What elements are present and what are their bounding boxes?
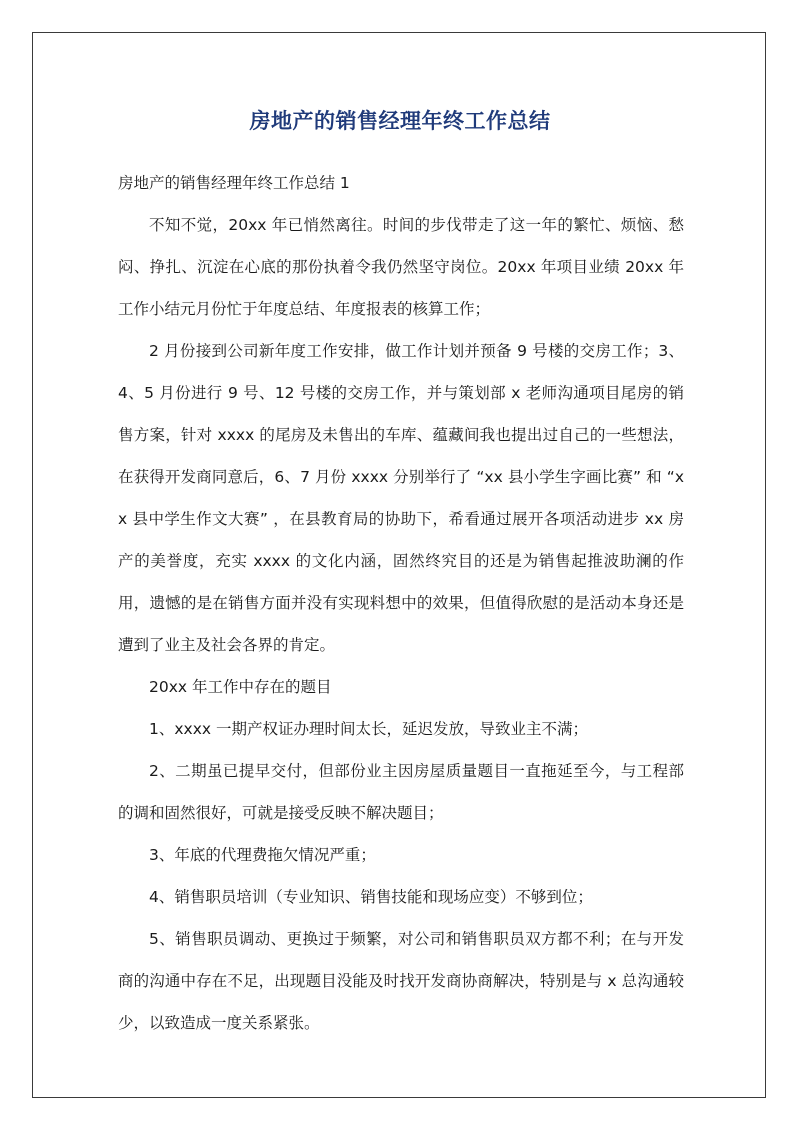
problem-item-2: 2、二期虽已提早交付，但部份业主因房屋质量题目一直拖延至今，与工程部的调和固然很好，可就是接受反映不解决题目； (118, 762, 684, 822)
problem-item-3: 3、年底的代理费拖欠情况严重； (149, 846, 376, 864)
problem-item-4: 4、销售职员培训（专业知识、销售技能和现场应变）不够到位； (149, 888, 593, 906)
section-heading: 房地产的销售经理年终工作总结 1 (118, 174, 350, 192)
problem-item-1: 1、xxxx 一期产权证办理时间太长，延迟发放，导致业主不满； (149, 720, 588, 738)
paragraph-intro: 不知不觉，20xx 年已悄然离往。时间的步伐带走了这一年的繁忙、烦恼、愁闷、挣扎、沉淀在心底的那份执着令我仍然坚守岗位。20xx 年项目业绩 20xx 年工作小结元月份忙于年度总结、年度报表的核算工作； (118, 216, 684, 318)
problem-item-5: 5、销售职员调动、更换过于频繁，对公司和销售职员双方都不利；在与开发商的沟通中存在不足，出现题目没能及时找开发商协商解决，特别是与 x 总沟通较少，以致造成一度关系紧张。 (118, 930, 684, 1032)
subheading-problems: 20xx 年工作中存在的题目 (149, 678, 332, 696)
document-title: 房地产的销售经理年终工作总结 (249, 109, 551, 133)
document-body (118, 162, 684, 1044)
paragraph-work-details: 2 月份接到公司新年度工作安排，做工作计划并预备 9 号楼的交房工作；3、4、5 月份进行 9 号、12 号楼的交房工作，并与策划部 x 老师沟通项目尾房的销售方案，针对 xxxx 的尾房及未售出的车库、蕴藏间我也提出过自己的一些想法，在获得开发商同意后，6、7 月份 xxxx 分别举行了 “xx 县小学生字画比赛” 和 “xx 县中学生作文大赛” ，在县教育局的协助下，希看通过展开各项活动进步 xx 房产的美誉度，充实 xxxx 的文化内涵，固然终究目的还是为销售起推波助澜的作用，遗憾的是在销售方面并没有实现料想中的效果，但值得欣慰的是活动本身还是遭到了业主及社会各界的肯定。 (118, 342, 684, 654)
